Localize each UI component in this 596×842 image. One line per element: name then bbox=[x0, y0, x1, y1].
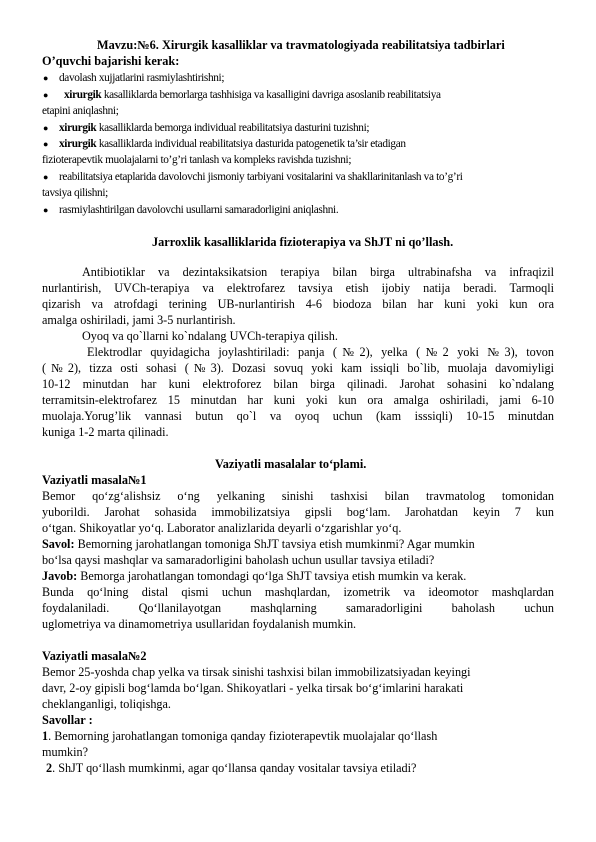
objective-item bbox=[59, 136, 406, 152]
task1-question-line: bo‘lsa qaysi mashqlar va samaradorligini baholash uchun usullar tavsiya etiladi? bbox=[42, 553, 435, 567]
task1-line: Bemor qo‘zg‘alishsiz o‘ng yelkaning sinishi tashxisi bilan travmatolog tomonidan bbox=[42, 489, 554, 503]
task2-questions-label: Savollar : bbox=[42, 713, 93, 727]
task2-question bbox=[46, 760, 416, 776]
task2-line: Bemor 25-yoshda chap yelka va tirsak sinishi tashxisi bilan immobilizatsiyadan keyingi bbox=[42, 665, 471, 679]
paragraph-line: kuniga 1-2 marta qilinadi. bbox=[42, 425, 169, 439]
bullet-icon: ● bbox=[43, 172, 49, 182]
task1-heading: Vaziyatli masala№1 bbox=[42, 473, 147, 487]
question-number: 2 bbox=[46, 761, 53, 775]
task1-question bbox=[42, 536, 475, 552]
objective-keyword: xirurgik bbox=[64, 89, 102, 101]
objectives-heading: O’quvchi bajarishi kerak: bbox=[42, 54, 180, 68]
task1-answer-line: uglometriya va dinamometriya usullaridan foydalanish mumkin. bbox=[42, 617, 357, 631]
objective-item bbox=[64, 87, 441, 103]
task2-line: cheklanganligi, toliqishga. bbox=[42, 697, 171, 711]
tasks-title: Vaziyatli masalalar to‘plami. bbox=[215, 457, 367, 471]
task1-line: yuborildi. Jarohat sohasida immobilizatsiya gipsli bog‘lam. Jarohatdan keyin 7 kun bbox=[42, 505, 554, 519]
objective-item: davolash xujjatlarini rasmiylashtirishni; bbox=[59, 72, 225, 84]
objective-item: rasmiylashtirilgan davolovchi usullarni samaradorligini aniqlashni. bbox=[59, 204, 339, 216]
page-title: Mavzu:№6. Xirurgik kasalliklar va travmatologiyada reabilitatsiya tadbirlari bbox=[97, 38, 505, 52]
task2-heading: Vaziyatli masala№2 bbox=[42, 649, 147, 663]
paragraph-line: muolaja.Yorug’lik vannasi butun qo`l va oyoq uchun (kam isssiqli) 10-15 minutdan bbox=[42, 409, 554, 423]
paragraph-line: nurlantirish, UVCh-terapiya va elektrofarez tavsiya etish ijobiy natija beradi. Tarmoqli bbox=[42, 281, 554, 295]
question-number: 1 bbox=[42, 729, 49, 743]
task1-answer-line: Bunda qo‘lning distal qismi uchun mashqlardan, izometrik va ideomotor mashqlardan bbox=[42, 585, 554, 599]
paragraph-line: 10-12 minutdan har kuni elektroforez bilan birga qilinadi. Jarohat sohasini ko`ndalang bbox=[42, 377, 554, 391]
objective-keyword: xirurgik bbox=[59, 138, 97, 150]
bullet-icon: ● bbox=[43, 139, 49, 149]
objective-item-continuation: etapini aniqlashni; bbox=[42, 105, 119, 117]
task2-question-line: mumkin? bbox=[42, 745, 89, 759]
objective-item: reabilitatsiya etaplarida davolovchi jismoniy tarbiyani vositalarini va shakllarinitanlash va to’g’ri bbox=[59, 171, 463, 183]
paragraph-line: Oyoq va qo`llarni ko`ndalang UVCh-terapiya qilish. bbox=[82, 329, 338, 343]
question-text: Bemorning jarohatlangan tomoniga ShJT tavsiya etish mumkinmi? Agar mumkin bbox=[74, 537, 475, 551]
bullet-icon: ● bbox=[43, 123, 49, 133]
objective-keyword: xirurgik bbox=[59, 122, 97, 134]
task1-answer-line: foydalaniladi. Qo‘llanilayotgan mashqlarning samaradorligini baholash uchun bbox=[42, 601, 554, 615]
question-text: . ShJT qo‘llash mumkinmi, agar qo‘llansa qanday vositalar tavsiya etiladi? bbox=[52, 761, 417, 775]
paragraph-line: amalga oshiriladi, jami 3-5 nurlantirish. bbox=[42, 313, 236, 327]
paragraph-line: Elektrodlar quyidagicha joylashtiriladi: panja (№2), yelka (№2 yoki №3), tovon bbox=[87, 345, 554, 359]
paragraph-line: Antibiotiklar va dezintaksikatsion terapiya bilan birga ultrabinafsha va infraqizil bbox=[82, 265, 554, 279]
objective-item-continuation: fizioterapevtik muolajalarni to’g’ri tanlash va kompleks ravishda tuzishni; bbox=[42, 154, 352, 166]
bullet-icon: ● bbox=[43, 90, 49, 100]
objective-text: kasalliklarda individual reabilitatsiya dasturida patogenetik ta’sir etadigan bbox=[96, 138, 406, 150]
bullet-icon: ● bbox=[43, 205, 49, 215]
objective-item bbox=[59, 120, 369, 136]
section-title: Jarroxlik kasalliklarida fizioterapiya va ShJT ni qo’llash. bbox=[152, 235, 454, 249]
paragraph-line: qizarish va atrofdagi terining UB-nurlantirish 4-6 biodoza bilan har kuni yoki kun ora bbox=[42, 297, 554, 311]
bullet-icon: ● bbox=[43, 73, 49, 83]
answer-text: Bemorga jarohatlangan tomondagi qo‘lga ShJT tavsiya etish mumkin va kerak. bbox=[77, 569, 467, 583]
question-label: Savol: bbox=[42, 537, 75, 551]
paragraph-line: (№2), tizza osti sohasi (№3). Dozasi sovuq yoki kam issiqli bo`lib, muolaja davomiyligi bbox=[42, 361, 554, 375]
question-text: . Bemorning jarohatlangan tomoniga qanday fizioterapevtik muolajalar qo‘llash bbox=[48, 729, 438, 743]
objective-item-continuation: tavsiya qilishni; bbox=[42, 187, 108, 199]
answer-label: Javob: bbox=[42, 569, 78, 583]
task2-question bbox=[42, 728, 437, 744]
task2-line: davr, 2-oy gipisli bog‘lamda bo‘lgan. Shikoyatlari - yelka tirsak bo‘g‘imlarini harakati bbox=[42, 681, 464, 695]
task1-line: o‘tgan. Shikoyatlar yo‘q. Laborator analizlarida deyarli o‘zgarishlar yo‘q. bbox=[42, 521, 402, 535]
paragraph-line: terramitsin-elektrofarez 15 minutdan har kuni yoki kun ora amalga oshiriladi, jami 6-10 bbox=[42, 393, 554, 407]
objective-text: kasalliklarda bemorga individual reabilitatsiya dasturini tuzishni; bbox=[96, 122, 370, 134]
objective-text: kasalliklarda bemorlarga tashhisiga va kasalligini davriga asoslanib reabilitatsiya bbox=[101, 89, 441, 101]
task1-answer bbox=[42, 568, 466, 584]
